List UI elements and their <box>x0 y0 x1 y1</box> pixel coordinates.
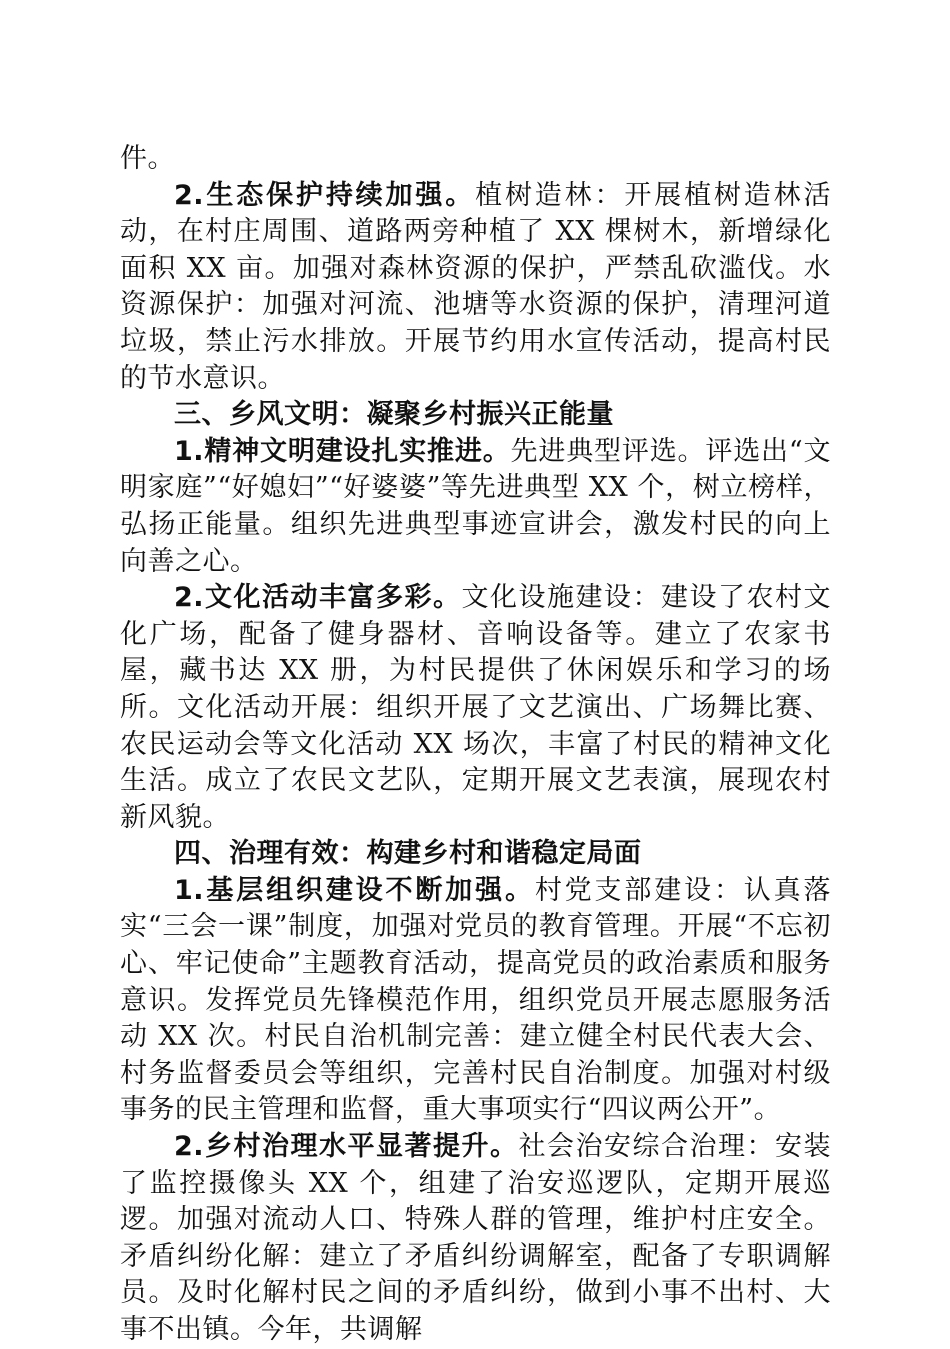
paragraph-lead: 1.精神文明建设扎实推进。 <box>174 435 511 467</box>
paragraph-text: 文化设施建设：建设了农村文化广场，配备了健身器材、音响设备等。建立了农家书屋，藏书达 XX 册，为村民提供了休闲娱乐和学习的场所。文化活动开展：组织开展了文艺演出、广场舞比赛、农民运动会等文化活动 XX 场次，丰富了村民的精神文化生活。成立了农民文艺队，定期开展文艺表演，展现农村新风貌。 <box>120 582 832 833</box>
paragraph-text: 先进典型评选。评选出“文明家庭”“好媳妇”“好婆婆”等先进典型 XX 个，树立榜样，弘扬正能量。组织先进典型事迹宣讲会，激发村民的向上向善之心。 <box>120 435 831 577</box>
section-heading-civility <box>120 397 831 434</box>
paragraph-text: 件。 <box>120 143 175 174</box>
paragraph-rural-governance <box>120 1129 831 1349</box>
paragraph-text: 植树造林：开展植树造林活动，在村庄周围、道路两旁种植了 XX 棵树木，新增绿化面积 XX 亩。加强对森林资源的保护，严禁乱砍滥伐。水资源保护：加强对河流、池塘等水资源的保护，清理河道垃圾，禁止污水排放。开展节约用水宣传活动，提高村民的节水意识。 <box>120 179 831 394</box>
paragraph-cultural-activities <box>120 580 831 836</box>
paragraph-lead: 1.基层组织建设不断加强。 <box>174 874 535 906</box>
paragraph-lead: 2.生态保护持续加强。 <box>174 179 476 211</box>
paragraph-text: 社会治安综合治理：安装了监控摄像头 XX 个，组建了治安巡逻队，定期开展巡逻。加强对流动人口、特殊人群的管理，维护村庄安全。矛盾纠纷化解：建立了矛盾纠纷调解室，配备了专职调解员。及时化解村民之间的矛盾纠纷，做到小事不出村、大事不出镇。今年，共调解 <box>120 1131 832 1345</box>
paragraph-grassroots-organization <box>120 873 831 1129</box>
paragraph-lead: 2.乡村治理水平显著提升。 <box>174 1131 519 1163</box>
paragraph-ecology <box>120 178 831 398</box>
heading-text: 四、治理有效：构建乡村和谐稳定局面 <box>174 838 642 870</box>
paragraph-continuation <box>120 141 831 178</box>
paragraph-spiritual-civilization <box>120 434 831 580</box>
section-heading-governance <box>120 836 831 873</box>
document-body <box>120 141 831 1349</box>
paragraph-text: 村党支部建设：认真落实“三会一课”制度，加强对党员的教育管理。开展“不忘初心、牢记使命”主题教育活动，提高党员的政治素质和服务意识。发挥党员先锋模范作用，组织党员开展志愿服务活动 XX 次。村民自治机制完善：建立健全村民代表大会、村务监督委员会等组织，完善村民自治制度。加强对村级事务的民主管理和监督，重大事项实行“四议两公开”。 <box>120 874 832 1126</box>
heading-text: 三、乡风文明：凝聚乡村振兴正能量 <box>174 399 614 431</box>
paragraph-lead: 2.文化活动丰富多彩。 <box>174 582 462 614</box>
